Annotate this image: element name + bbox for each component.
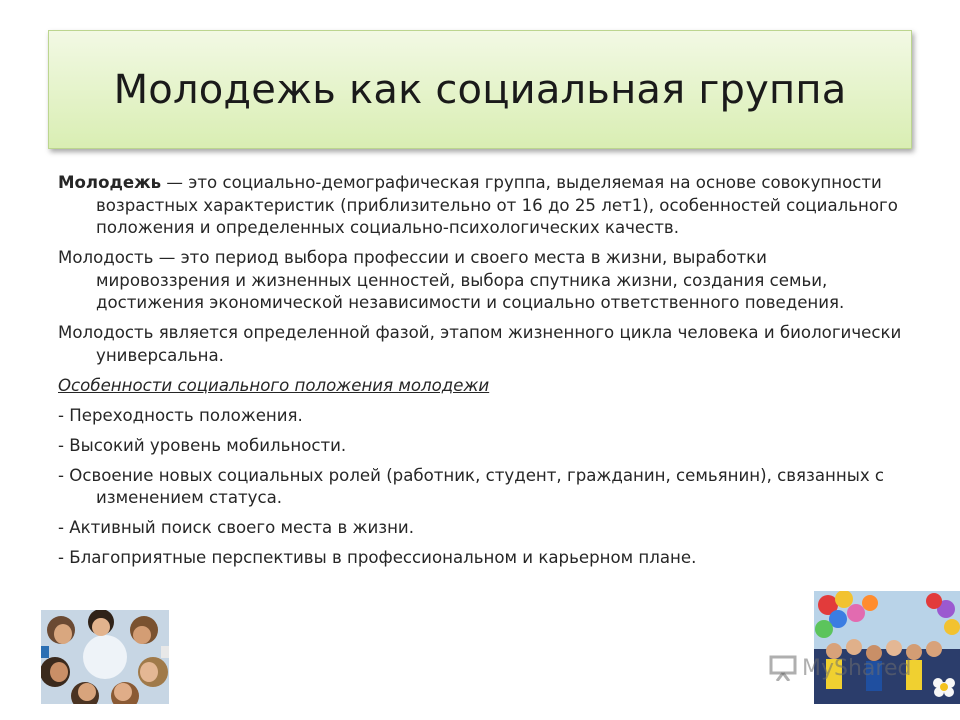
features-heading: Особенности социального положения молодежи: [58, 375, 490, 395]
definition-youth: [58, 172, 904, 240]
watermark-text: MyShared: [802, 655, 912, 681]
definition-youthhood: Молодость — это период выбора профессии и своего места в жизни, выработки мировоззрения и жизненных ценностей, выбора спутника жизни, создания семьи, достижения экономической независимости и социально ответственного поведения.: [58, 248, 845, 312]
youth-circle-photo: [41, 610, 169, 704]
feature-item: - Переходность положения.: [58, 405, 303, 425]
students-balloons-illustration: [814, 591, 960, 704]
feature-item: - Благоприятные перспективы в профессиональном и карьерном плане.: [58, 548, 697, 567]
students-balloons-photo: [814, 591, 960, 704]
slide-title: Молодежь как социальная группа: [113, 66, 847, 113]
term-youth: Молодежь: [58, 173, 162, 192]
myshared-watermark: [768, 655, 911, 681]
feature-item: - Высокий уровень мобильности.: [58, 435, 347, 455]
slide-title-box: [48, 30, 912, 149]
slide-content: [58, 172, 904, 577]
presentation-board-icon: [768, 655, 798, 681]
youthhood-phase: Молодость является определенной фазой, этапом жизненного цикла человека и биологически универсальна.: [58, 323, 902, 365]
feature-item: - Освоение новых социальных ролей (работник, студент, гражданин, семьянин), связанных с изменением статуса.: [58, 465, 885, 507]
feature-item: - Активный поиск своего места в жизни.: [58, 518, 414, 537]
definition-youth-text: — это социально-демографическая группа, выделяемая на основе совокупности возрастных характеристик (приблизительно от 16 до 25 лет1), особенностей социального положения и определенных социально-психологических качеств.: [96, 173, 898, 237]
youth-circle-illustration: [41, 610, 169, 704]
